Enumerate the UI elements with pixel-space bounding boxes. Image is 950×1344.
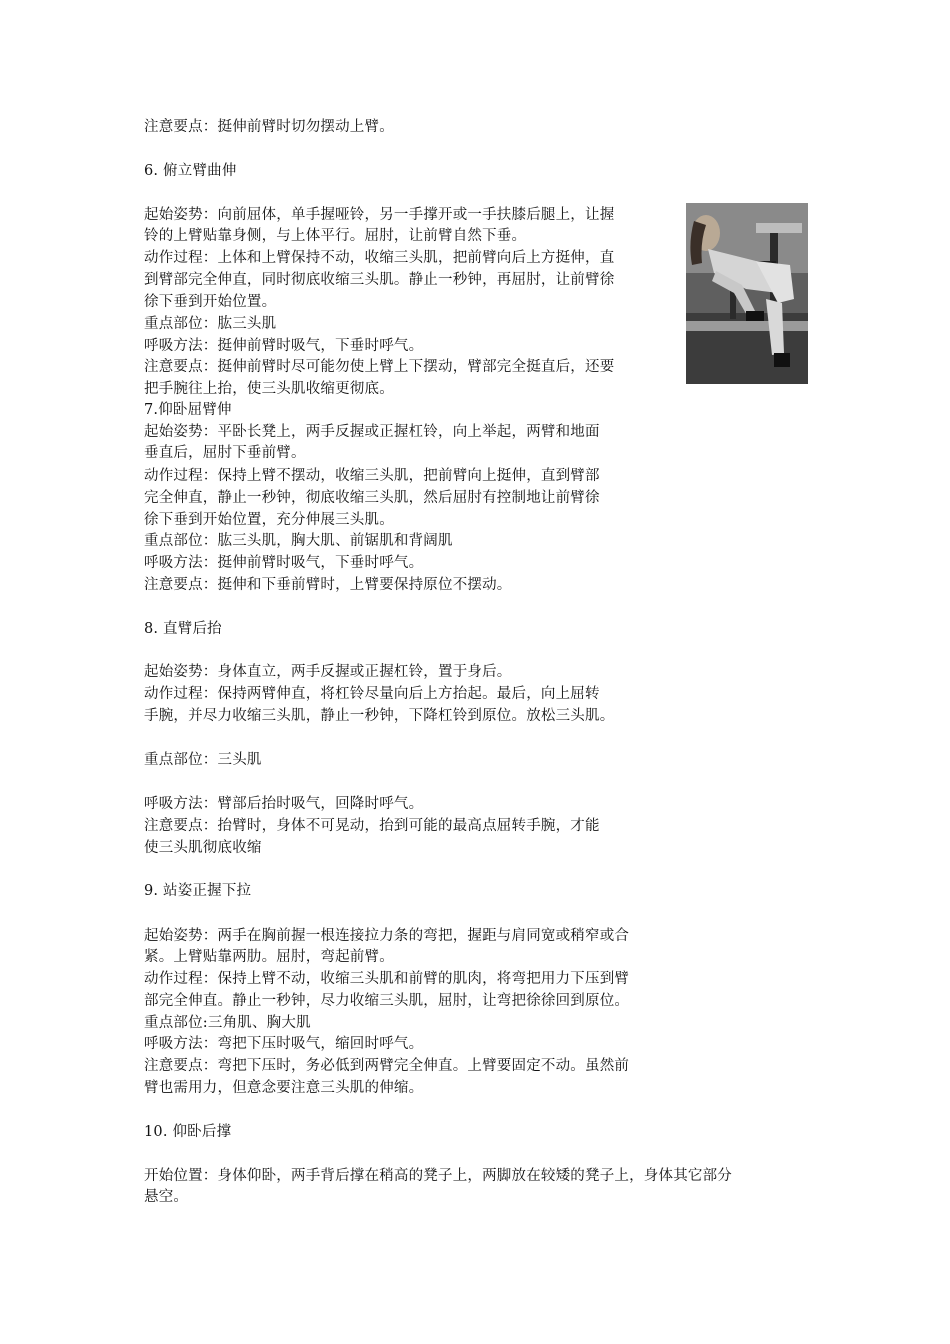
text-line: 起始姿势：平卧长凳上，两手反握或正握杠铃，向上举起，两臂和地面: [144, 424, 600, 440]
text-line: 呼吸方法：弯把下压时吸气，缩回时呼气。: [144, 1036, 424, 1052]
section-heading-10: 10. 仰卧后撑: [144, 1124, 232, 1140]
text-line: 注意要点：抬臂时，身体不可晃动，抬到可能的最高点屈转手腕，才能: [144, 818, 600, 834]
text-line: 重点部位：三头肌: [144, 752, 262, 768]
text-line: 铃的上臂贴靠身侧，与上体平行。屈肘，让前臂自然下垂。: [144, 228, 527, 244]
text-line: 重点部位:三角肌、胸大肌: [144, 1015, 311, 1031]
text-line: 重点部位：肱三头肌: [144, 316, 277, 332]
text-line: 注意要点：挺伸前臂时切勿摆动上臂。: [144, 119, 394, 135]
text-line: 呼吸方法：臂部后抬时吸气，回降时呼气。: [144, 796, 424, 812]
text-line: 紧。上臂贴靠两肋。屈肘，弯起前臂。: [144, 949, 394, 965]
exercise-photo: [686, 203, 808, 384]
text-line: 垂直后，屈肘下垂前臂。: [144, 445, 306, 461]
text-line: 动作过程：上体和上臂保持不动，收缩三头肌，把前臂向后上方挺伸，直: [144, 250, 615, 266]
text-line: 动作过程：保持两臂伸直，将杠铃尽量向后上方抬起。最后，向上屈转: [144, 686, 600, 702]
text-line: 把手腕往上抬，使三头肌收缩更彻底。: [144, 381, 394, 397]
text-line: 悬空。: [144, 1189, 189, 1205]
text-line: 完全伸直，静止一秒钟，彻底收缩三头肌，然后屈肘有控制地让前臂徐: [144, 490, 600, 506]
section-heading-7: 7.仰卧屈臂伸: [144, 402, 232, 418]
text-line: 徐下垂到开始位置。: [144, 294, 277, 310]
text-line: 呼吸方法：挺伸前臂时吸气，下垂时呼气。: [144, 338, 424, 354]
text-line: 注意要点：弯把下压时，务必低到两臂完全伸直。上臂要固定不动。虽然前: [144, 1058, 630, 1074]
text-line: 起始姿势：两手在胸前握一根连接拉力条的弯把，握距与肩同宽或稍窄或合: [144, 928, 630, 944]
section-heading-9: 9. 站姿正握下拉: [144, 883, 252, 899]
text-line: 动作过程：保持上臂不动，收缩三头肌和前臂的肌肉，将弯把用力下压到臂: [144, 971, 630, 987]
text-line: 开始位置：身体仰卧，两手背后撑在稍高的凳子上，两脚放在较矮的凳子上，身体其它部分: [144, 1168, 732, 1184]
text-line: 使三头肌彻底收缩: [144, 840, 262, 856]
text-line: 徐下垂到开始位置，充分伸展三头肌。: [144, 512, 394, 528]
text-line: 动作过程：保持上臂不摆动，收缩三头肌，把前臂向上挺伸，直到臂部: [144, 468, 600, 484]
text-line: 到臂部完全伸直，同时彻底收缩三头肌。静止一秒钟，再屈肘，让前臂徐: [144, 272, 615, 288]
section-heading-6: 6. 俯立臂曲伸: [144, 163, 237, 179]
text-line: 起始姿势：向前屈体，单手握哑铃，另一手撑开或一手扶膝后腿上，让握: [144, 207, 615, 223]
text-line: 注意要点：挺伸前臂时尽可能勿使上臂上下摆动，臂部完全挺直后，还要: [144, 359, 615, 375]
text-line: 注意要点：挺伸和下垂前臂时，上臂要保持原位不摆动。: [144, 577, 512, 593]
text-line: 部完全伸直。静止一秒钟，尽力收缩三头肌，屈肘，让弯把徐徐回到原位。: [144, 993, 630, 1009]
text-line: 重点部位：肱三头肌，胸大肌、前锯肌和背阔肌: [144, 533, 453, 549]
text-line: 臂也需用力，但意念要注意三头肌的伸缩。: [144, 1080, 424, 1096]
section-heading-8: 8. 直臂后抬: [144, 621, 222, 637]
text-line: 手腕，并尽力收缩三头肌，静止一秒钟，下降杠铃到原位。放松三头肌。: [144, 708, 615, 724]
text-line: 起始姿势：身体直立，两手反握或正握杠铃，置于身后。: [144, 664, 512, 680]
text-line: 呼吸方法：挺伸前臂时吸气，下垂时呼气。: [144, 555, 424, 571]
